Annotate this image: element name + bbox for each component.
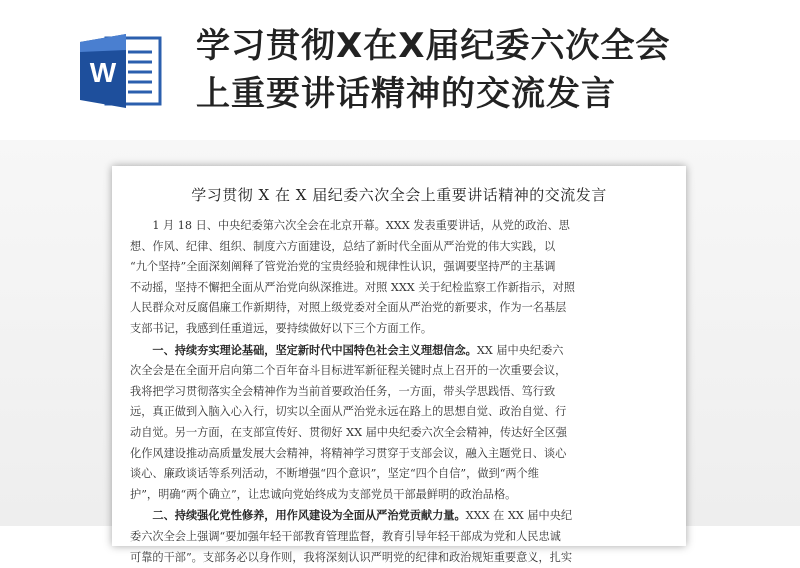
body-line: 1 月 18 日、中央纪委第六次全会在北京开幕。XXX 发表重要讲话，从党的政治、思	[130, 216, 668, 237]
body-line: 远，真正做到入脑入心入行，切实以全面从严治党永远在路上的思想自觉、政治自觉、行	[130, 402, 668, 423]
body-line: “九个坚持”全面深刻阐释了管党治党的宝贵经验和规律性认识，强调要坚持严的主基调	[130, 257, 668, 278]
word-document-icon	[76, 30, 166, 110]
body-line: 不动摇，坚持不懈把全面从严治党向纵深推进。对照 XXX 关于纪检监察工作新指示，对照	[130, 278, 668, 299]
section-2-first-line	[130, 505, 668, 527]
headline-line-2: 上重要讲话精神的交流发言	[196, 70, 776, 118]
section-1-text: XX 届中央纪委六	[477, 344, 564, 357]
section-1-first-line	[130, 340, 668, 362]
header-banner	[0, 0, 800, 150]
body-line: 化作风建设推动高质量发展大会精神，将精神学习贯穿于支部会议，融入主题党日、谈心	[130, 444, 668, 465]
body-line: 我将把学习贯彻落实全会精神作为当前首要政治任务，一方面，带头学思践悟、笃行致	[130, 382, 668, 403]
body-line: 支部书记，我感到任重道远，要持续做好以下三个方面工作。	[130, 319, 668, 340]
page-headline	[196, 22, 776, 118]
body-line: 可靠的干部”。支部务必以身作则，我将深刻认识严明党的纪律和政治规矩重要意义，扎实	[130, 548, 668, 568]
headline-line-1: 学习贯彻X在X届纪委六次全会	[196, 22, 776, 70]
section-1-heading: 一、持续夯实理论基础，坚定新时代中国特色社会主义理想信念。	[130, 343, 477, 357]
section-2-text: XXX 在 XX 届中央纪	[466, 509, 572, 522]
body-line: 护”，明确“两个确立”，让忠诚向党始终成为支部党员干部最鲜明的政治品格。	[130, 485, 668, 506]
section-2-heading: 二、持续强化党性修养，用作风建设为全面从严治党贡献力量。	[130, 508, 466, 522]
body-line: 人民群众对反腐倡廉工作新期待，对照上级党委对全面从严治党的新要求，作为一名基层	[130, 298, 668, 319]
document-body	[130, 216, 668, 568]
document-title: 学习贯彻 X 在 X 届纪委六次全会上重要讲话精神的交流发言	[112, 184, 686, 205]
body-line: 动自觉。另一方面，在支部宣传好、贯彻好 XX 届中央纪委六次全会精神，传达好全区强	[130, 423, 668, 444]
word-letter: W	[90, 57, 117, 88]
body-line: 次全会是在全面开启向第二个百年奋斗目标进军新征程关键时点上召开的一次重要会议，	[130, 361, 668, 382]
document-page	[112, 166, 686, 546]
body-line: 谈心、廉政谈话等系列活动，不断增强“四个意识”，坚定“四个自信”，做到“两个维	[130, 464, 668, 485]
body-line: 想、作风、纪律、组织、制度六方面建设，总结了新时代全面从严治党的伟大实践，以	[130, 237, 668, 258]
body-line: 委六次全会上强调“要加强年轻干部教育管理监督，教育引导年轻干部成为党和人民忠诚	[130, 527, 668, 548]
